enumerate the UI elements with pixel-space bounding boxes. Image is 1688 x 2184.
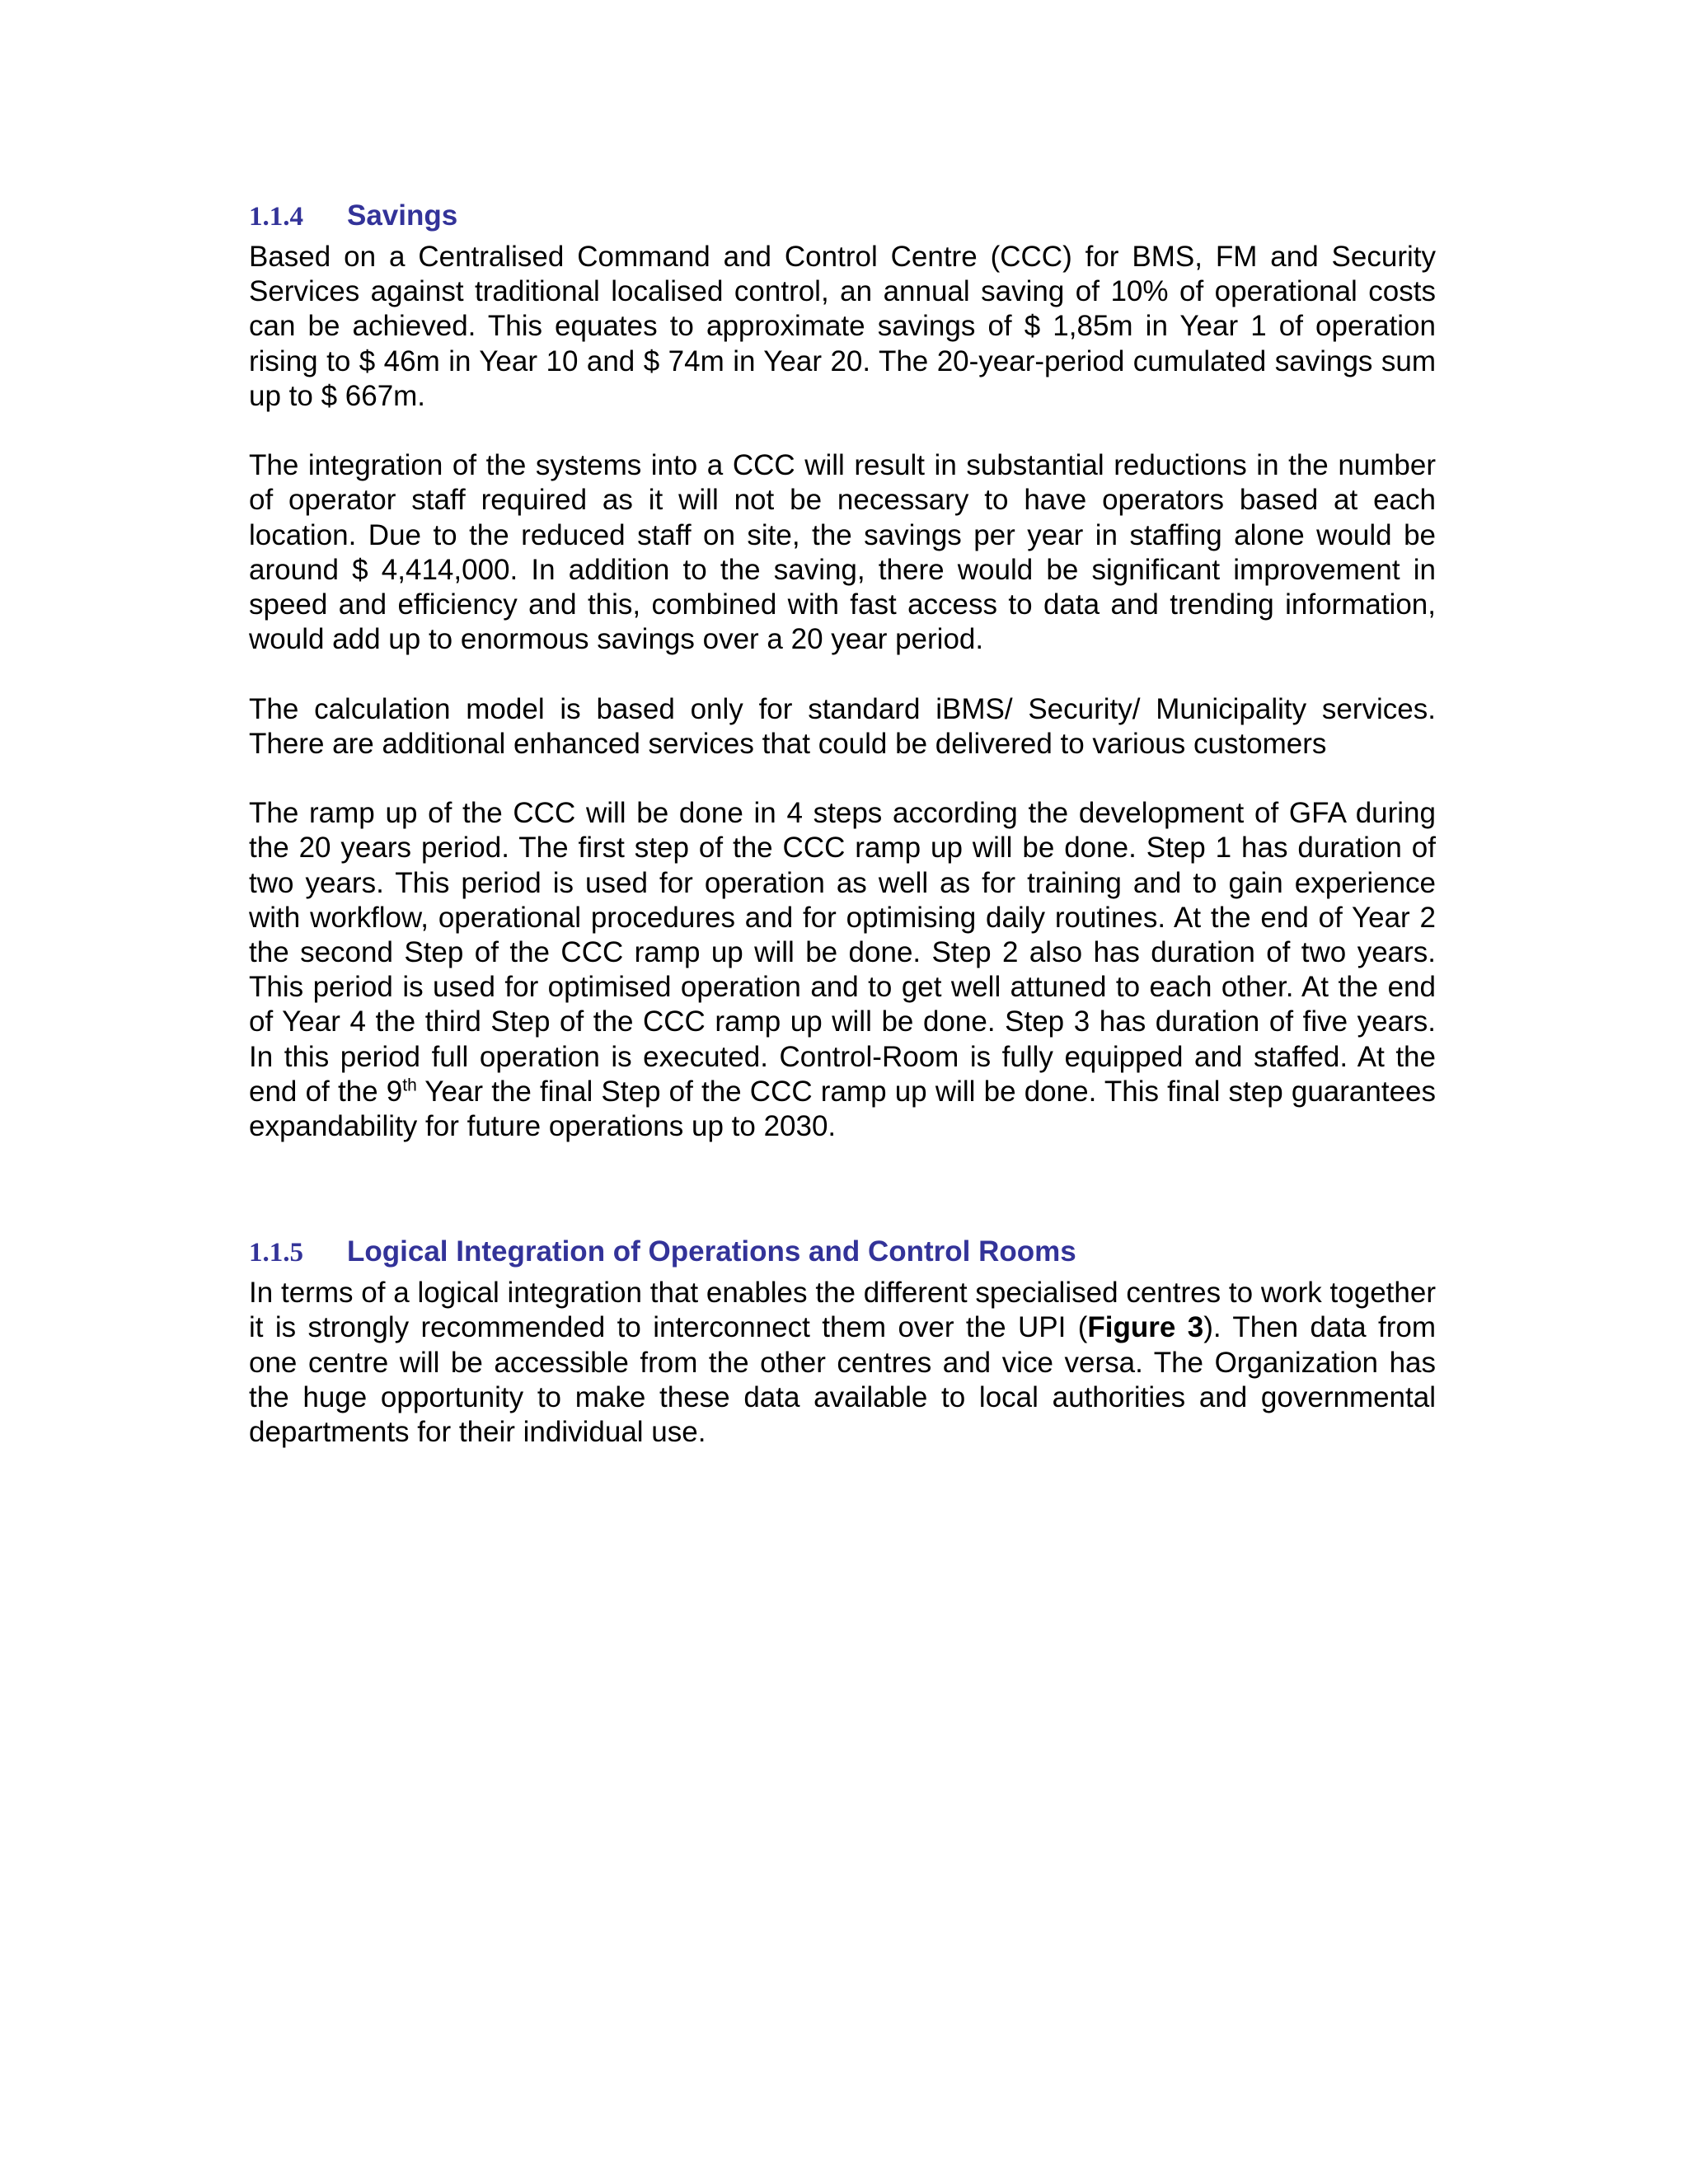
paragraph-text: Year the final Step of the CCC ramp up will be done. This final step guarantees expandability for future operations up to 2030. <box>249 1075 1436 1143</box>
ordinal-superscript: th <box>402 1076 417 1095</box>
paragraph-savings-3: The calculation model is based only for standard iBMS/ Security/ Municipality services. There are additional enhanced services that could be delivered to various customers <box>249 692 1436 760</box>
paragraph-savings-2: The integration of the systems into a CCC will result in substantial reductions in the number of operator staff required as it will not be necessary to have operators based at each location. Due to the reduced staff on site, the savings per year in staffing alone would be around $ 4,414,000. In addition to the saving, there would be significant improvement in speed and efficiency and this, combined with fast access to data and trending information, would add up to enormous savings over a 20 year period. <box>249 449 1436 656</box>
paragraph-text: ). Then data from one centre will be accessible from the other centres and vice versa. The Organization has the huge opportunity to make these data available to local authorities and governmental departments for their individual use. <box>249 1311 1437 1449</box>
paragraph-savings-4 <box>249 796 1436 1144</box>
figure-reference: Figure 3 <box>1087 1311 1204 1344</box>
section-logical-integration <box>249 1232 1436 1450</box>
paragraph-savings-1: Based on a Centralised Command and Control Centre (CCC) for BMS, FM and Security Services against traditional localised control, an annual saving of 10% of operational costs can be achieved. This equates to approximate savings of $ 1,85m in Year 1 of operation rising to $ 46m in Year 10 and $ 74m in Year 20. The 20-year-period cumulated savings sum up to $ 667m. <box>249 241 1436 412</box>
paragraph-logical-integration <box>249 1276 1436 1450</box>
section-number: 1.1.5 <box>249 1238 303 1268</box>
paragraph-text: In terms of a logical integration that enables the different specialised centres to work together it is strongly recommended to interconnect them over the UPI ( <box>249 1277 1436 1344</box>
section-title: Savings <box>347 199 458 232</box>
section-heading-logical-integration <box>249 1232 1436 1272</box>
paragraph-text: The ramp up of the CCC will be done in 4 steps according the development of GFA during the 20 years period. The first step of the CCC ramp up will be done. Step 1 has duration of two years. This period is used for operation as well as for training and to gain experience with workflow, operational procedures and for optimising daily routines. At the end of Year 2 the second Step of the CCC ramp up will be done. Step 2 also has duration of two years. This period is used for optimised operation and to get well attuned to each other. At the end of Year 4 the third Step of the CCC ramp up will be done. Step 3 has duration of five years. In this period full operation is executed. Control-Room is fully equipped and staffed. At the end of the 9 <box>249 797 1436 1108</box>
document-page <box>249 196 1436 1450</box>
section-title: Logical Integration of Operations and Control Rooms <box>347 1235 1076 1268</box>
section-heading-savings <box>249 196 1436 237</box>
section-number: 1.1.4 <box>249 202 303 232</box>
